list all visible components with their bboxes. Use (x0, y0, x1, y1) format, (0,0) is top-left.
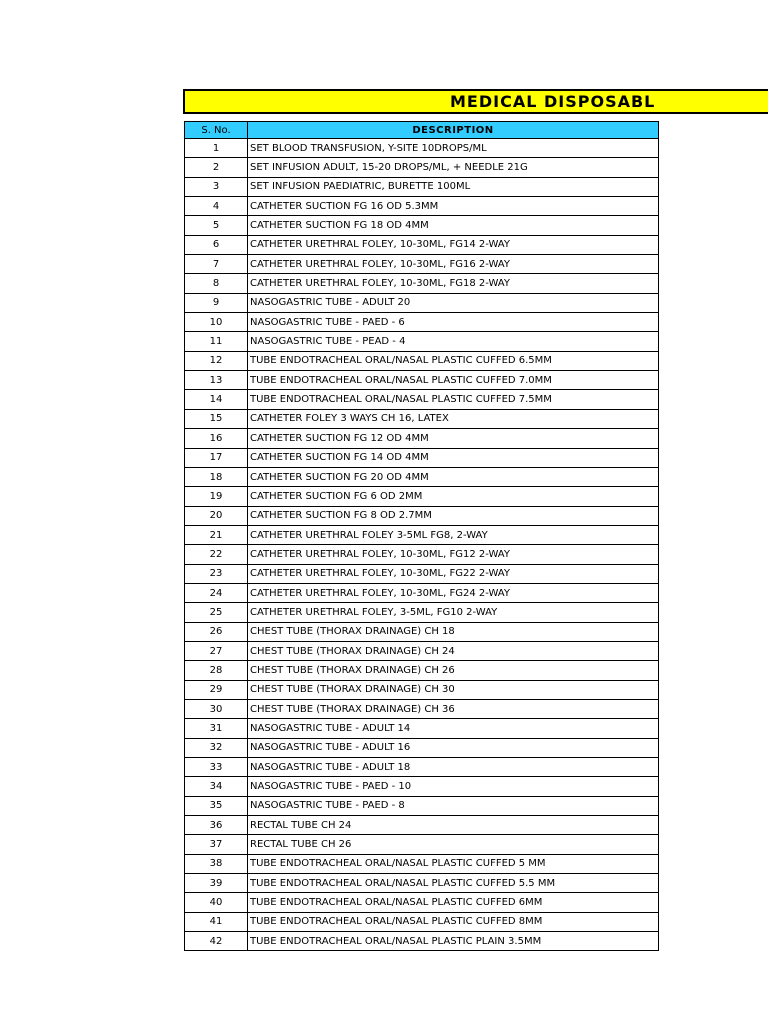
row-description-cell: CATHETER URETHRAL FOLEY, 10-30ML, FG16 2-WAY (248, 255, 659, 274)
table-row (185, 467, 659, 486)
row-sno-cell: 42 (185, 932, 248, 951)
table-row (185, 796, 659, 815)
table-row (185, 197, 659, 216)
table-row (185, 487, 659, 506)
row-sno-cell: 34 (185, 777, 248, 796)
table-row (185, 603, 659, 622)
row-sno-cell: 28 (185, 661, 248, 680)
row-description-cell: TUBE ENDOTRACHEAL ORAL/NASAL PLASTIC CUFFED 8MM (248, 912, 659, 931)
table-row (185, 912, 659, 931)
row-sno-cell: 35 (185, 796, 248, 815)
row-sno-cell: 33 (185, 758, 248, 777)
row-sno-cell: 3 (185, 177, 248, 196)
row-sno-cell: 25 (185, 603, 248, 622)
table-row (185, 158, 659, 177)
row-description-cell: TUBE ENDOTRACHEAL ORAL/NASAL PLASTIC CUFFED 5 MM (248, 854, 659, 873)
table-row (185, 932, 659, 951)
table-row (185, 699, 659, 718)
table-row (185, 854, 659, 873)
row-description-cell: TUBE ENDOTRACHEAL ORAL/NASAL PLASTIC CUFFED 7.5MM (248, 390, 659, 409)
title-bar (183, 89, 768, 114)
row-sno-cell: 15 (185, 409, 248, 428)
table-row (185, 313, 659, 332)
row-description-cell: TUBE ENDOTRACHEAL ORAL/NASAL PLASTIC CUFFED 6MM (248, 893, 659, 912)
table-row (185, 622, 659, 641)
row-sno-cell: 6 (185, 235, 248, 254)
row-description-cell: NASOGASTRIC TUBE - PEAD - 4 (248, 332, 659, 351)
row-description-cell: NASOGASTRIC TUBE - PAED - 10 (248, 777, 659, 796)
items-table (184, 121, 659, 951)
row-description-cell: SET INFUSION PAEDIATRIC, BURETTE 100ML (248, 177, 659, 196)
table-row (185, 216, 659, 235)
row-description-cell: CHEST TUBE (THORAX DRAINAGE) CH 24 (248, 641, 659, 660)
table-row (185, 874, 659, 893)
row-description-cell: TUBE ENDOTRACHEAL ORAL/NASAL PLASTIC CUFFED 5.5 MM (248, 874, 659, 893)
table-row (185, 816, 659, 835)
row-description-cell: CATHETER SUCTION FG 12 OD 4MM (248, 429, 659, 448)
table-row (185, 777, 659, 796)
row-sno-cell: 21 (185, 525, 248, 544)
row-description-cell: CATHETER SUCTION FG 6 OD 2MM (248, 487, 659, 506)
row-description-cell: NASOGASTRIC TUBE - ADULT 16 (248, 738, 659, 757)
row-sno-cell: 37 (185, 835, 248, 854)
column-header-description: DESCRIPTION (248, 122, 659, 139)
row-description-cell: CATHETER URETHRAL FOLEY 3-5ML FG8, 2-WAY (248, 525, 659, 544)
row-description-cell: NASOGASTRIC TUBE - ADULT 18 (248, 758, 659, 777)
table-row (185, 758, 659, 777)
row-description-cell: NASOGASTRIC TUBE - PAED - 6 (248, 313, 659, 332)
table-row (185, 371, 659, 390)
row-description-cell: NASOGASTRIC TUBE - PAED - 8 (248, 796, 659, 815)
row-sno-cell: 5 (185, 216, 248, 235)
row-description-cell: RECTAL TUBE CH 24 (248, 816, 659, 835)
row-sno-cell: 7 (185, 255, 248, 274)
table-row (185, 680, 659, 699)
table-row (185, 177, 659, 196)
row-sno-cell: 13 (185, 371, 248, 390)
table-row (185, 235, 659, 254)
row-sno-cell: 22 (185, 545, 248, 564)
table-row (185, 139, 659, 158)
row-description-cell: CATHETER SUCTION FG 14 OD 4MM (248, 448, 659, 467)
row-sno-cell: 32 (185, 738, 248, 757)
row-description-cell: SET BLOOD TRANSFUSION, Y-SITE 10DROPS/ML (248, 139, 659, 158)
row-sno-cell: 14 (185, 390, 248, 409)
table-row (185, 835, 659, 854)
row-sno-cell: 23 (185, 564, 248, 583)
row-description-cell: CHEST TUBE (THORAX DRAINAGE) CH 30 (248, 680, 659, 699)
table-row (185, 293, 659, 312)
row-sno-cell: 29 (185, 680, 248, 699)
row-sno-cell: 20 (185, 506, 248, 525)
table-row (185, 429, 659, 448)
table-row (185, 390, 659, 409)
table-header-row (185, 122, 659, 139)
table-row (185, 351, 659, 370)
row-sno-cell: 4 (185, 197, 248, 216)
row-description-cell: CATHETER URETHRAL FOLEY, 10-30ML, FG18 2-WAY (248, 274, 659, 293)
row-sno-cell: 19 (185, 487, 248, 506)
row-description-cell: CATHETER URETHRAL FOLEY, 10-30ML, FG12 2-WAY (248, 545, 659, 564)
table-row (185, 564, 659, 583)
table-row (185, 545, 659, 564)
table-row (185, 719, 659, 738)
table-row (185, 525, 659, 544)
table-row (185, 274, 659, 293)
table-row (185, 583, 659, 602)
row-description-cell: CHEST TUBE (THORAX DRAINAGE) CH 36 (248, 699, 659, 718)
row-sno-cell: 26 (185, 622, 248, 641)
row-description-cell: CHEST TUBE (THORAX DRAINAGE) CH 26 (248, 661, 659, 680)
row-description-cell: NASOGASTRIC TUBE - ADULT 20 (248, 293, 659, 312)
row-description-cell: TUBE ENDOTRACHEAL ORAL/NASAL PLASTIC CUFFED 6.5MM (248, 351, 659, 370)
row-sno-cell: 10 (185, 313, 248, 332)
row-description-cell: CATHETER SUCTION FG 20 OD 4MM (248, 467, 659, 486)
row-description-cell: RECTAL TUBE CH 26 (248, 835, 659, 854)
row-sno-cell: 17 (185, 448, 248, 467)
row-sno-cell: 39 (185, 874, 248, 893)
row-sno-cell: 38 (185, 854, 248, 873)
row-description-cell: CHEST TUBE (THORAX DRAINAGE) CH 18 (248, 622, 659, 641)
row-sno-cell: 2 (185, 158, 248, 177)
row-sno-cell: 1 (185, 139, 248, 158)
row-description-cell: CATHETER FOLEY 3 WAYS CH 16, LATEX (248, 409, 659, 428)
row-description-cell: CATHETER URETHRAL FOLEY, 10-30ML, FG22 2-WAY (248, 564, 659, 583)
row-sno-cell: 31 (185, 719, 248, 738)
column-header-sno: S. No. (185, 122, 248, 139)
row-sno-cell: 36 (185, 816, 248, 835)
table-row (185, 255, 659, 274)
table-body (185, 139, 659, 951)
row-description-cell: TUBE ENDOTRACHEAL ORAL/NASAL PLASTIC CUFFED 7.0MM (248, 371, 659, 390)
row-sno-cell: 27 (185, 641, 248, 660)
row-sno-cell: 41 (185, 912, 248, 931)
items-table-container (184, 121, 658, 951)
table-row (185, 409, 659, 428)
table-row (185, 332, 659, 351)
table-row (185, 661, 659, 680)
row-description-cell: CATHETER SUCTION FG 8 OD 2.7MM (248, 506, 659, 525)
table-row (185, 506, 659, 525)
row-sno-cell: 18 (185, 467, 248, 486)
table-row (185, 738, 659, 757)
row-description-cell: CATHETER URETHRAL FOLEY, 10-30ML, FG24 2-WAY (248, 583, 659, 602)
row-description-cell: CATHETER SUCTION FG 18 OD 4MM (248, 216, 659, 235)
row-sno-cell: 12 (185, 351, 248, 370)
row-sno-cell: 8 (185, 274, 248, 293)
page-title: MEDICAL DISPOSABL (450, 92, 656, 111)
row-description-cell: CATHETER SUCTION FG 16 OD 5.3MM (248, 197, 659, 216)
row-description-cell: NASOGASTRIC TUBE - ADULT 14 (248, 719, 659, 738)
row-sno-cell: 9 (185, 293, 248, 312)
row-sno-cell: 11 (185, 332, 248, 351)
row-sno-cell: 16 (185, 429, 248, 448)
table-row (185, 893, 659, 912)
row-description-cell: TUBE ENDOTRACHEAL ORAL/NASAL PLASTIC PLAIN 3.5MM (248, 932, 659, 951)
row-description-cell: CATHETER URETHRAL FOLEY, 3-5ML, FG10 2-WAY (248, 603, 659, 622)
table-row (185, 641, 659, 660)
row-description-cell: CATHETER URETHRAL FOLEY, 10-30ML, FG14 2-WAY (248, 235, 659, 254)
row-sno-cell: 24 (185, 583, 248, 602)
table-row (185, 448, 659, 467)
row-description-cell: SET INFUSION ADULT, 15-20 DROPS/ML, + NEEDLE 21G (248, 158, 659, 177)
row-sno-cell: 40 (185, 893, 248, 912)
row-sno-cell: 30 (185, 699, 248, 718)
